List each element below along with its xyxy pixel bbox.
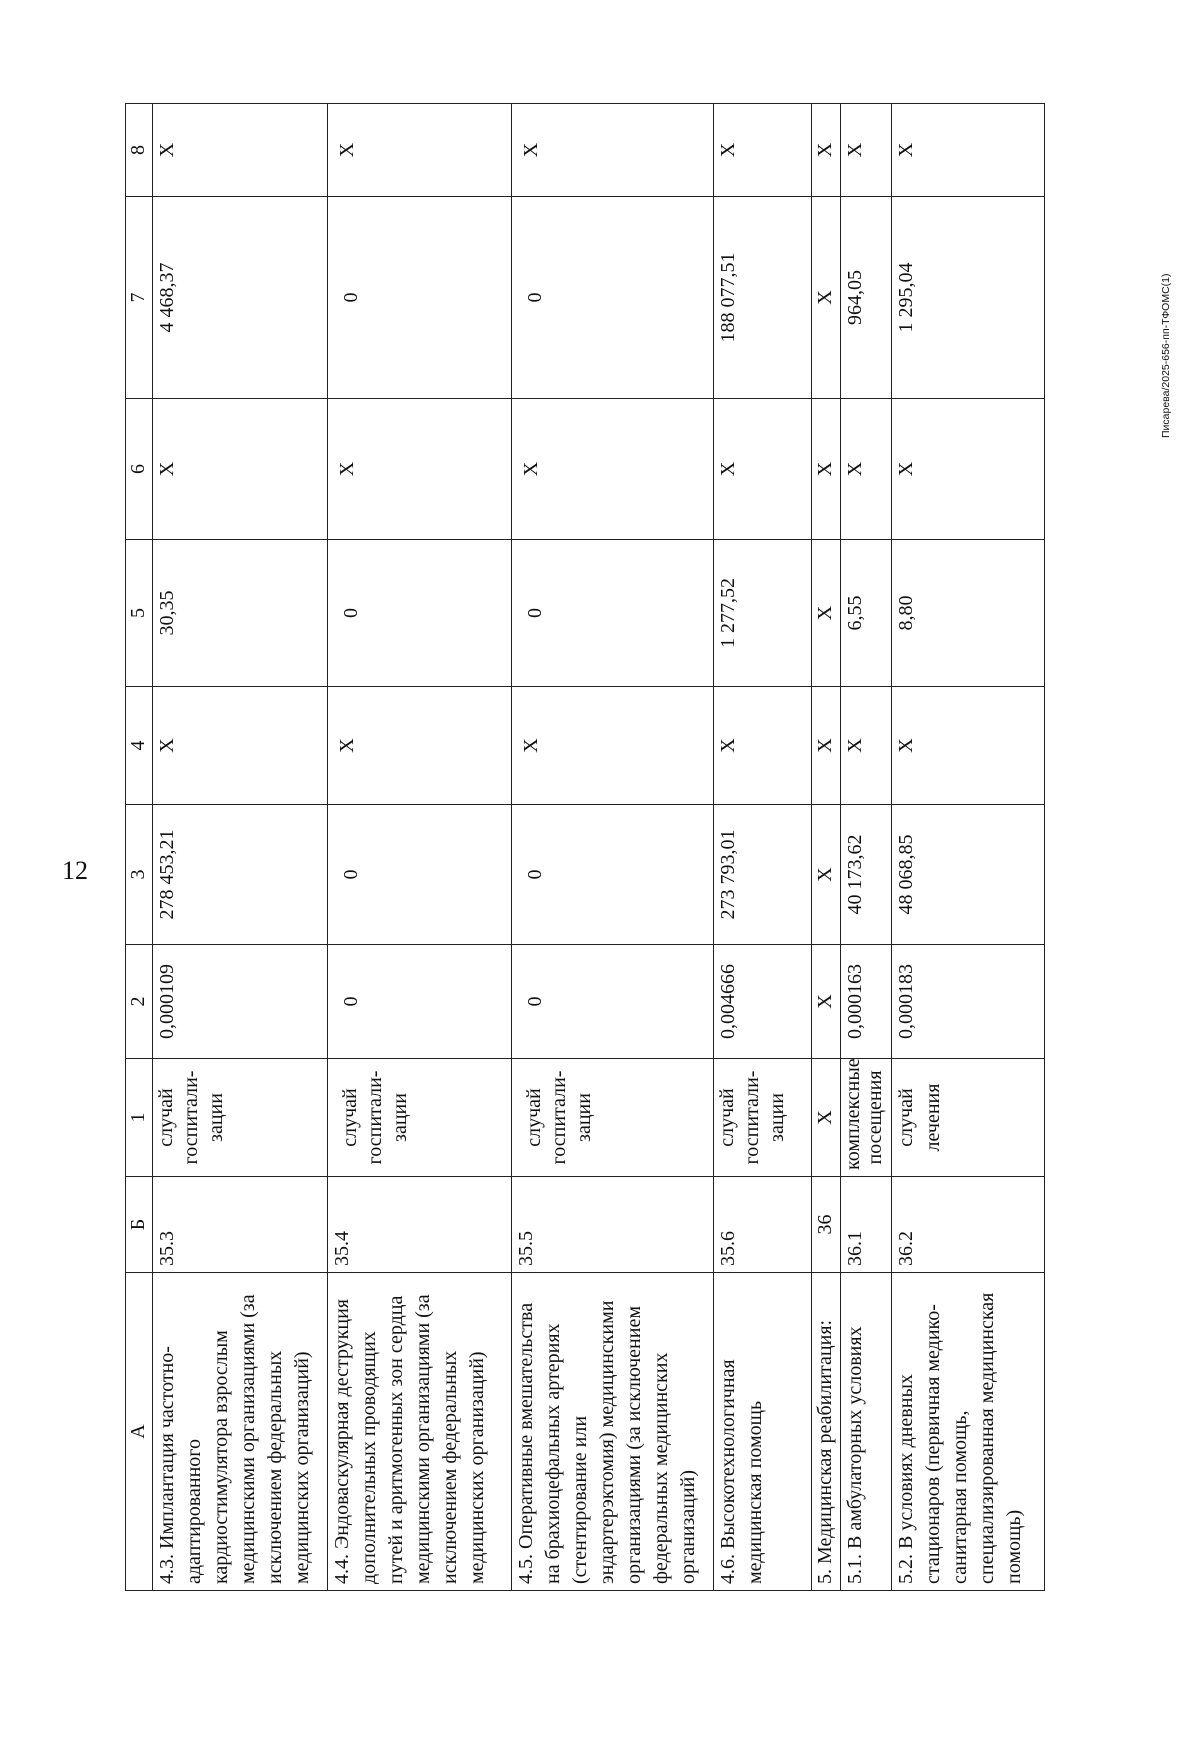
value-cell: 0 bbox=[512, 945, 714, 1059]
row-title: 4.6. Высокотехнологичная медицинская помощь bbox=[714, 1273, 812, 1591]
row-code: 35.6 bbox=[714, 1177, 812, 1273]
table-row bbox=[841, 104, 892, 1591]
header-cell: 6 bbox=[126, 399, 153, 540]
value-cell: Х bbox=[512, 399, 714, 540]
rotated-table-container bbox=[125, 104, 1035, 1591]
value-cell: 8,80 bbox=[892, 540, 1045, 687]
table-row bbox=[892, 104, 1045, 1591]
header-cell: 7 bbox=[126, 197, 153, 399]
row-code: 36 bbox=[812, 1177, 841, 1273]
row-title: 5. Медицинская реабилитация: bbox=[812, 1273, 841, 1591]
value-cell: Х bbox=[512, 687, 714, 805]
row-title: 4.5. Оперативные вмешательства на брахиоцефальных артериях (стентирование или эндартерэктомия) медицинскими организациями (за исключением федеральных медицинских организаций) bbox=[512, 1273, 714, 1591]
value-cell: Х bbox=[328, 399, 512, 540]
unit-cell: случай госпитали-зации bbox=[714, 1059, 812, 1177]
unit-cell: случай госпитали-зации bbox=[512, 1059, 714, 1177]
row-title: 5.1. В амбулаторных условиях bbox=[841, 1273, 892, 1591]
value-cell: 0,004666 bbox=[714, 945, 812, 1059]
value-cell: 0 bbox=[328, 540, 512, 687]
value-cell: 273 793,01 bbox=[714, 805, 812, 945]
value-cell: 0,000183 bbox=[892, 945, 1045, 1059]
header-cell: 1 bbox=[126, 1059, 153, 1177]
value-cell: 0 bbox=[328, 197, 512, 399]
value-cell: 278 453,21 bbox=[153, 805, 328, 945]
row-code: 35.4 bbox=[328, 1177, 512, 1273]
value-cell: Х bbox=[841, 104, 892, 197]
table-row bbox=[153, 104, 328, 1591]
row-title: 5.2. В условиях дневных стационаров (первичная медико-санитарная помощь, специализированная медицинская помощь) bbox=[892, 1273, 1045, 1591]
value-cell: 1 277,52 bbox=[714, 540, 812, 687]
value-cell: Х bbox=[841, 399, 892, 540]
value-cell: 0 bbox=[328, 945, 512, 1059]
value-cell: Х bbox=[892, 399, 1045, 540]
row-code: 35.5 bbox=[512, 1177, 714, 1273]
value-cell: Х bbox=[714, 687, 812, 805]
value-cell: 48 068,85 bbox=[892, 805, 1045, 945]
tariff-table bbox=[125, 103, 1045, 1591]
value-cell: 188 077,51 bbox=[714, 197, 812, 399]
value-cell: Х bbox=[714, 104, 812, 197]
value-cell: Х bbox=[812, 104, 841, 197]
value-cell: 0,000109 bbox=[153, 945, 328, 1059]
header-cell: 2 bbox=[126, 945, 153, 1059]
row-title: 4.3. Имплантация частотно-адаптированного кардиостимулятора взрослым медицинскими организациями (за исключением федеральных медицинских организаций) bbox=[153, 1273, 328, 1591]
table-row bbox=[812, 104, 841, 1591]
row-code: 36.1 bbox=[841, 1177, 892, 1273]
value-cell: Х bbox=[812, 399, 841, 540]
table-row bbox=[714, 104, 812, 1591]
value-cell: Х bbox=[812, 805, 841, 945]
header-cell: 4 bbox=[126, 687, 153, 805]
value-cell: 1 295,04 bbox=[892, 197, 1045, 399]
header-cell: 5 bbox=[126, 540, 153, 687]
value-cell: 0 bbox=[512, 197, 714, 399]
table-wrapper bbox=[125, 104, 1035, 1591]
row-title: 4.4. Эндоваскулярная деструкция дополнительных проводящих путей и аритмогенных зон сердца медицинскими организациями (за исключением федеральных медицинских организаций) bbox=[328, 1273, 512, 1591]
value-cell: 30,35 bbox=[153, 540, 328, 687]
unit-cell: случай лечения bbox=[892, 1059, 1045, 1177]
header-cell: А bbox=[126, 1273, 153, 1591]
value-cell: Х bbox=[153, 399, 328, 540]
unit-cell: комплексные посещения bbox=[841, 1059, 892, 1177]
value-cell: 964,05 bbox=[841, 197, 892, 399]
row-code: 36.2 bbox=[892, 1177, 1045, 1273]
header-cell: Б bbox=[126, 1177, 153, 1273]
value-cell: Х bbox=[812, 687, 841, 805]
header-row bbox=[126, 104, 153, 1591]
row-code: 35.3 bbox=[153, 1177, 328, 1273]
value-cell: Х bbox=[714, 399, 812, 540]
value-cell: Х bbox=[328, 687, 512, 805]
value-cell: 4 468,37 bbox=[153, 197, 328, 399]
value-cell: Х bbox=[812, 945, 841, 1059]
value-cell: 0,000163 bbox=[841, 945, 892, 1059]
value-cell: Х bbox=[812, 197, 841, 399]
document-id-text: Писарева/2025-656-пп-ТФОМС(1) bbox=[1160, 273, 1172, 438]
table-row bbox=[512, 104, 714, 1591]
unit-cell: Х bbox=[812, 1059, 841, 1177]
value-cell: 0 bbox=[512, 805, 714, 945]
value-cell: 6,55 bbox=[841, 540, 892, 687]
page-number: 12 bbox=[62, 856, 88, 885]
value-cell: Х bbox=[328, 104, 512, 197]
value-cell: Х bbox=[892, 104, 1045, 197]
header-cell: 8 bbox=[126, 104, 153, 197]
value-cell: Х bbox=[153, 104, 328, 197]
value-cell: Х bbox=[512, 104, 714, 197]
unit-cell: случай госпитали-зации bbox=[328, 1059, 512, 1177]
value-cell: Х bbox=[841, 687, 892, 805]
value-cell: Х bbox=[812, 540, 841, 687]
value-cell: Х bbox=[153, 687, 328, 805]
unit-cell: случай госпитали-зации bbox=[153, 1059, 328, 1177]
document-id-label bbox=[1160, 238, 1180, 438]
value-cell: Х bbox=[892, 687, 1045, 805]
value-cell: 0 bbox=[328, 805, 512, 945]
value-cell: 0 bbox=[512, 540, 714, 687]
header-cell: 3 bbox=[126, 805, 153, 945]
table-row bbox=[328, 104, 512, 1591]
value-cell: 40 173,62 bbox=[841, 805, 892, 945]
